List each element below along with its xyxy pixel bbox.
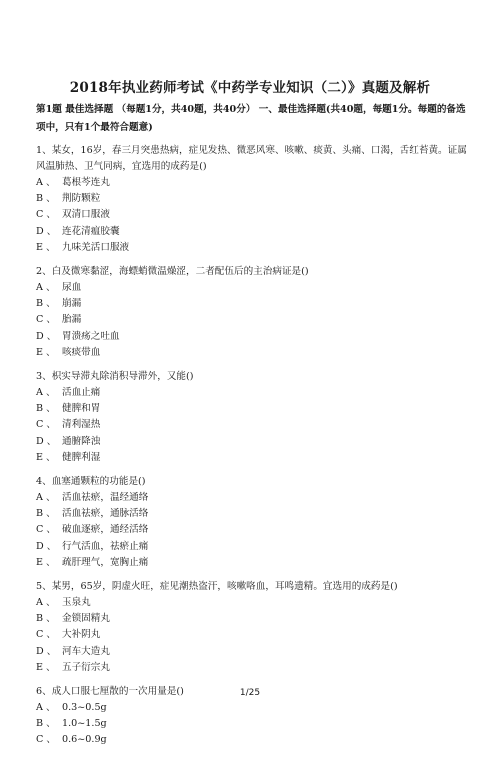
answer-option [36,191,470,207]
answer-option [36,175,470,191]
option-text: 九味羌活口服液 [62,241,130,253]
answer-option [36,627,470,643]
answer-option [36,385,470,401]
option-letter: E 、 [36,556,56,568]
option-letter: A 、 [36,177,56,188]
option-letter: B 、 [36,298,56,310]
option-letter: D 、 [36,225,57,237]
option-text: 咳痰带血 [62,346,101,358]
option-text: 崩漏 [62,298,82,310]
question-4 [36,474,470,571]
question-stem: 4、血塞通颗粒的功能是() [36,476,146,488]
option-letter: A 、 [36,702,56,714]
option-letter: A 、 [36,387,56,399]
option-text: 尿血 [62,282,82,294]
answer-option [36,240,470,256]
answer-option [36,522,470,538]
option-letter: C 、 [36,314,56,326]
option-text: 活血祛瘀，温经通络 [62,492,149,504]
option-text: 河车大造丸 [62,645,110,657]
question-stem: 5、某男，65岁，阴虚火旺，症见潮热盗汗，咳嗽咯血，耳鸣遗精。宜选用的成药是() [36,581,398,593]
question-stem: 2、白及微寒黏涩，海螵蛸微温燥涩，二者配伍后的主治病证是() [36,266,309,278]
question-5 [36,579,470,676]
option-text: 金锁固精丸 [62,613,110,625]
option-letter: C 、 [36,209,56,221]
option-text: 大补阴丸 [62,629,101,641]
option-letter: B 、 [36,613,56,625]
option-letter: B 、 [36,508,56,520]
answer-option [36,506,470,522]
section-header: 第1题 最佳选择题 （每题1分，共40题，共40分） 一、最佳选择题(共40题，每题1分。每题的备选项中，只有1个最符合题意) [36,104,466,133]
page-title: 2018年执业药师考试《中药学专业知识（二）》真题及解析 [69,80,431,96]
question-stem: 1、某女，16岁，春三月突患热病，症见发热、微恶风寒、咳嗽、痰黄、头痛、口渴，舌红苔黄。证属风温肺热、卫气同病，宜选用的成药是() [36,145,467,172]
option-letter: C 、 [36,734,56,746]
option-text: 疏肝理气，宽胸止痛 [62,556,149,568]
option-text: 健脾利湿 [62,451,101,463]
answer-option [36,224,470,240]
option-letter: D 、 [36,645,57,657]
option-text: 通腑降浊 [62,435,101,447]
option-text: 胃溃疡之吐血 [62,330,120,342]
question-1 [36,143,470,256]
answer-option [36,401,470,417]
answer-option [36,345,470,361]
option-text: 清利湿热 [62,419,101,431]
answer-option [36,700,470,716]
option-letter: E 、 [36,661,56,673]
page-number: 1/25 [239,688,261,698]
option-letter: B 、 [36,193,56,205]
question-2 [36,264,470,361]
option-text: 双清口服液 [62,209,110,221]
option-text: 破血逐瘀，通经活络 [62,524,149,536]
answer-option [36,555,470,571]
option-letter: A 、 [36,282,56,294]
question-list [36,143,470,757]
answer-option [36,329,470,345]
answer-option [36,296,470,312]
answer-option [36,595,470,611]
answer-option [36,716,470,732]
option-letter: E 、 [36,241,56,253]
answer-option [36,611,470,627]
question-stem: 6、成人口服七厘散的一次用量是() [36,686,184,698]
option-letter: D 、 [36,540,57,552]
question-stem: 3、枳实导滞丸除消积导滞外，又能() [36,371,194,383]
option-text: 连花清瘟胶囊 [62,225,120,237]
question-3 [36,369,470,466]
option-text: 健脾和胃 [62,403,101,415]
option-letter: E 、 [36,346,56,358]
option-text: 0.3~0.5g [62,702,107,714]
option-letter: B 、 [36,403,56,415]
option-text: 五子衍宗丸 [62,661,110,673]
option-letter: D 、 [36,435,57,447]
option-text: 荆防颗粒 [62,193,101,205]
option-text: 行气活血，祛瘀止痛 [62,540,149,552]
answer-option [36,539,470,555]
answer-option [36,644,470,660]
answer-option [36,490,470,506]
option-text: 玉泉丸 [62,597,91,609]
option-text: 0.6~0.9g [62,734,107,746]
option-text: 活血止痛 [62,387,101,399]
option-text: 胎漏 [62,314,82,326]
answer-option [36,660,470,676]
option-letter: B 、 [36,718,56,730]
option-letter: D 、 [36,330,57,342]
option-letter: A 、 [36,492,56,504]
answer-option [36,732,470,748]
option-text: 1.0~1.5g [62,718,107,730]
answer-option [36,207,470,223]
answer-option [36,312,470,328]
option-letter: E 、 [36,451,56,463]
option-letter: C 、 [36,419,56,431]
option-text: 活血祛瘀，通脉活络 [62,508,149,520]
answer-option [36,450,470,466]
option-letter: C 、 [36,524,56,536]
option-letter: C 、 [36,629,56,641]
answer-option [36,417,470,433]
answer-option [36,434,470,450]
option-text: 葛根芩连丸 [62,177,110,188]
answer-option [36,280,470,296]
option-letter: A 、 [36,597,56,609]
